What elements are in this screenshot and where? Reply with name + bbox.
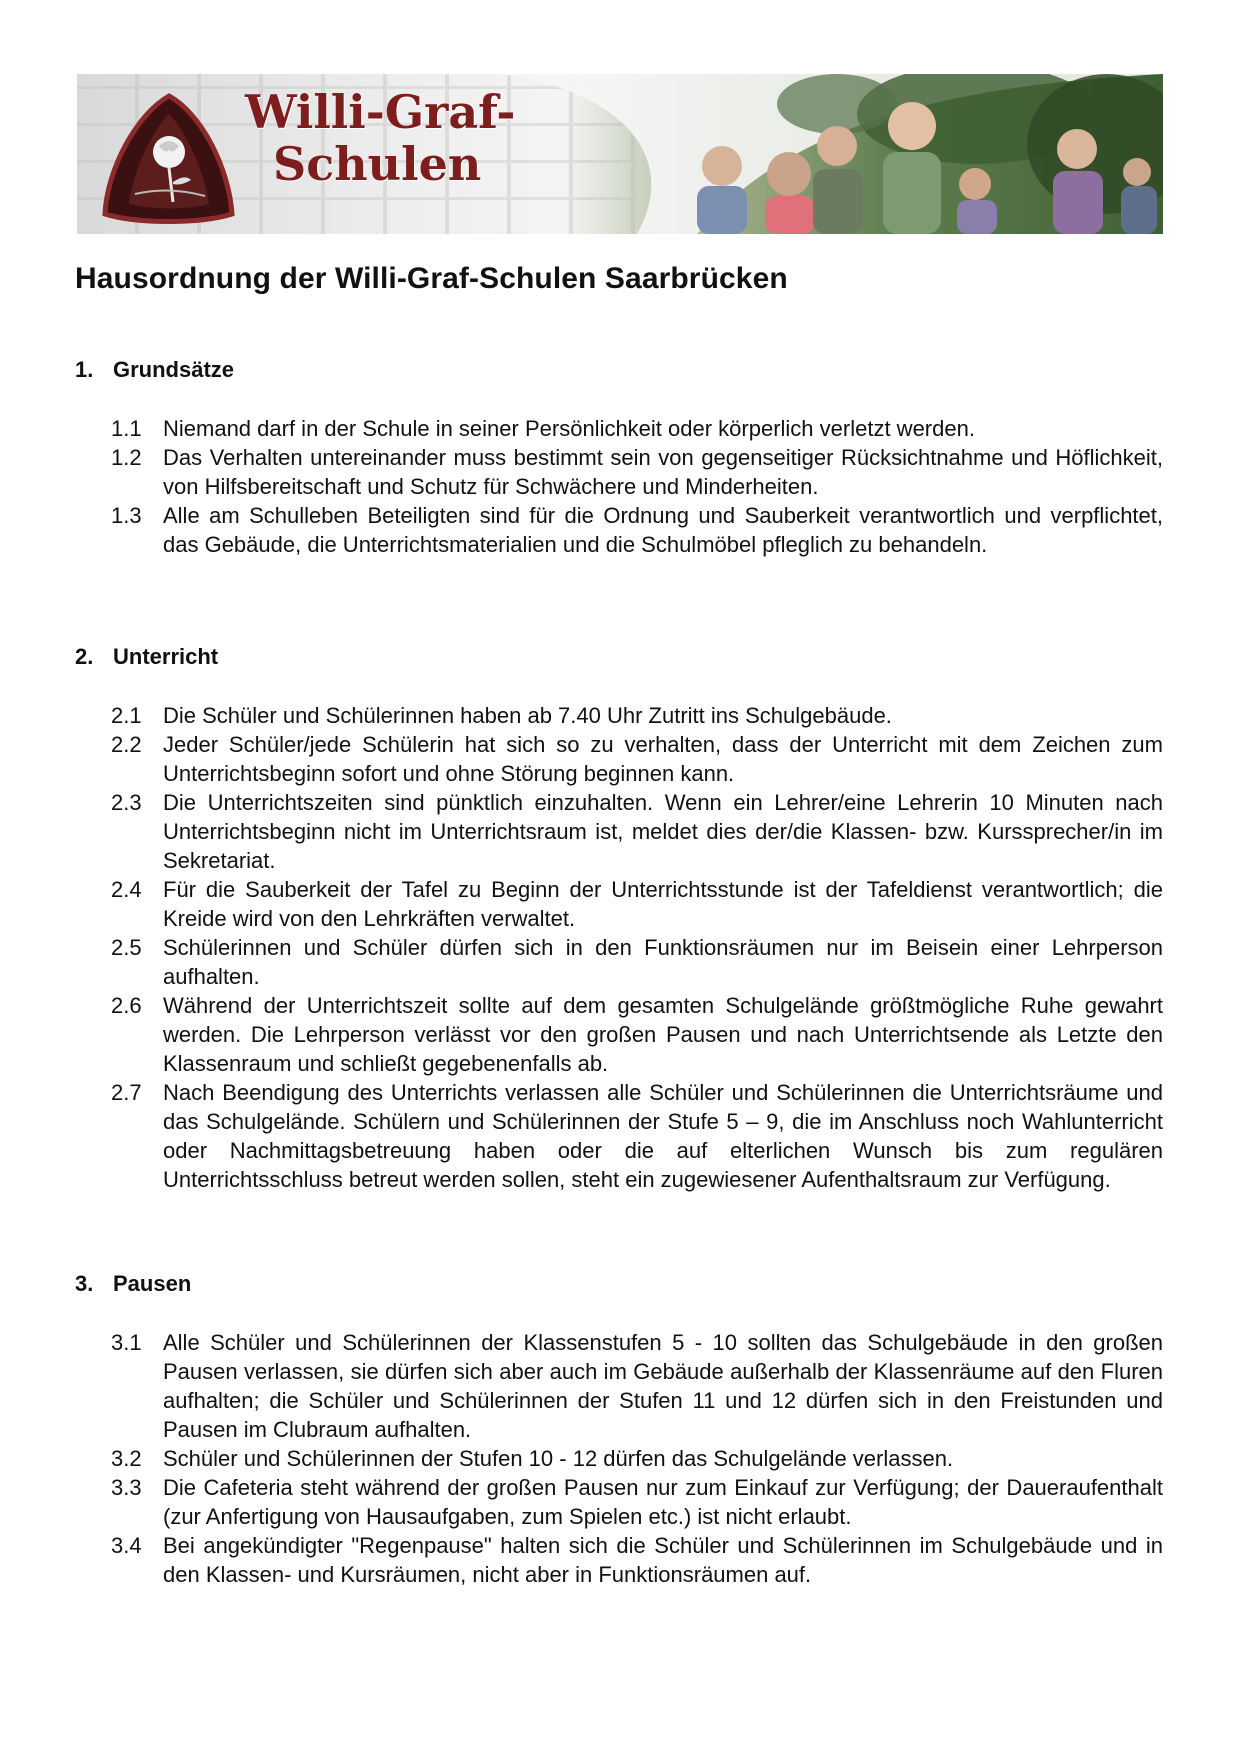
item-text: Schülerinnen und Schüler dürfen sich in den Funktionsräumen nur im Beisein einer Lehrperson aufhalten. [163,935,1163,989]
item-number: 3.2 [111,1446,142,1471]
item-text: Nach Beendigung des Unterrichts verlassen alle Schüler und Schülerinnen die Unterrichtsräume und das Schulgelände. Schülern und Schülerinnen der Stufe 5 – 9, die im Anschluss noch Wahlunterricht oder Nachmittagsbetreuung haben oder die auf elterlichen Wunsch bis zum regulären Unterrichtsschluss betreut werden sollen, steht ein zugewiesener Aufenthaltsraum zur Verfügung. [163,1080,1163,1192]
list-item [111,501,1163,559]
list-item [111,1328,1163,1444]
item-text: Alle Schüler und Schülerinnen der Klassenstufen 5 - 10 sollten das Schulgebäude in den großen Pausen verlassen, sie dürfen sich aber auch im Gebäude außerhalb der Klassenräume auf den Fluren aufhalten; die Schüler und Schülerinnen der Stufen 11 und 12 dürfen sich in den Freistunden und Pausen im Clubraum aufhalten. [163,1330,1163,1442]
list-item [111,933,1163,991]
item-number: 1.2 [111,445,142,470]
item-text: Niemand darf in der Schule in seiner Persönlichkeit oder körperlich verletzt werden. [163,416,975,441]
item-number: 2.7 [111,1080,142,1105]
item-number: 2.5 [111,935,142,960]
list-item [111,788,1163,875]
item-text: Schüler und Schülerinnen der Stufen 10 - 12 dürfen das Schulgelände verlassen. [163,1446,954,1471]
item-number: 3.3 [111,1475,142,1500]
item-text: Bei angekündigter "Regenpause" halten sich die Schüler und Schülerinnen im Schulgebäude und in den Klassen- und Kursräumen, nicht aber in Funktionsräumen auf. [163,1533,1163,1587]
section-number: 3. [75,1271,94,1296]
rose-shield-logo [105,96,232,222]
item-number: 2.1 [111,703,142,728]
item-text: Das Verhalten untereinander muss bestimmt sein von gegenseitiger Rücksichtnahme und Höflichkeit, von Hilfsbereitschaft und Schutz für Schwächere und Minderheiten. [163,445,1163,499]
page-title: Hausordnung der Willi-Graf-Schulen Saarbrücken [75,262,788,295]
section-heading-3 [75,1271,191,1297]
section-heading-2 [75,644,218,670]
item-number: 2.4 [111,877,142,902]
item-number: 2.3 [111,790,142,815]
list-item [111,1473,1163,1531]
item-text: Jeder Schüler/jede Schülerin hat sich so zu verhalten, dass der Unterricht mit dem Zeichen zum Unterrichtsbeginn sofort und ohne Störung beginnen kann. [163,732,1163,786]
header-banner [77,74,1163,234]
item-number: 3.4 [111,1533,142,1558]
list-item [111,875,1163,933]
section-title: Grundsätze [113,357,235,382]
section-number: 1. [75,357,94,382]
list-item [111,730,1163,788]
list-item [111,991,1163,1078]
section-title: Pausen [113,1271,192,1296]
section-title: Unterricht [113,644,219,669]
item-number: 2.6 [111,993,142,1018]
item-text: Während der Unterrichtszeit sollte auf dem gesamten Schulgelände größtmögliche Ruhe gewahrt werden. Die Lehrperson verlässt vor den großen Pausen und nach Unterrichtsende als Letzte den Klassenraum und schließt gegebenenfalls ab. [163,993,1163,1076]
brand-line-1: Willi-Graf- [245,85,516,139]
section-3-items [111,1328,1163,1589]
list-item [111,443,1163,501]
item-number: 3.1 [111,1330,142,1355]
brand-wordmark [245,86,515,190]
item-number: 1.3 [111,503,142,528]
item-number: 1.1 [111,416,142,441]
list-item [111,414,1163,443]
section-heading-1 [75,357,234,383]
brand-line-2: Schulen [273,137,482,191]
list-item [111,1444,1163,1473]
section-number: 2. [75,644,94,669]
list-item [111,1078,1163,1194]
item-number: 2.2 [111,732,142,757]
item-text: Alle am Schulleben Beteiligten sind für die Ordnung und Sauberkeit verantwortlich und verpflichtet, das Gebäude, die Unterrichtsmaterialien und die Schulmöbel pfleglich zu behandeln. [163,503,1163,557]
item-text: Die Unterrichtszeiten sind pünktlich einzuhalten. Wenn ein Lehrer/eine Lehrerin 10 Minuten nach Unterrichtsbeginn nicht im Unterrichtsraum ist, meldet dies der/die Klassen- bzw. Kurssprecher/in im Sekretariat. [163,790,1163,873]
students-photo [77,74,1163,234]
section-1-items [111,414,1163,559]
list-item [111,1531,1163,1589]
section-2-items [111,701,1163,1194]
item-text: Die Schüler und Schülerinnen haben ab 7.40 Uhr Zutritt ins Schulgebäude. [163,703,892,728]
list-item [111,701,1163,730]
item-text: Die Cafeteria steht während der großen Pausen nur zum Einkauf zur Verfügung; der Daueraufenthalt (zur Anfertigung von Hausaufgaben, zum Spielen etc.) ist nicht erlaubt. [163,1475,1163,1529]
item-text: Für die Sauberkeit der Tafel zu Beginn der Unterrichtsstunde ist der Tafeldienst verantwortlich; die Kreide wird von den Lehrkräften verwaltet. [163,877,1163,931]
